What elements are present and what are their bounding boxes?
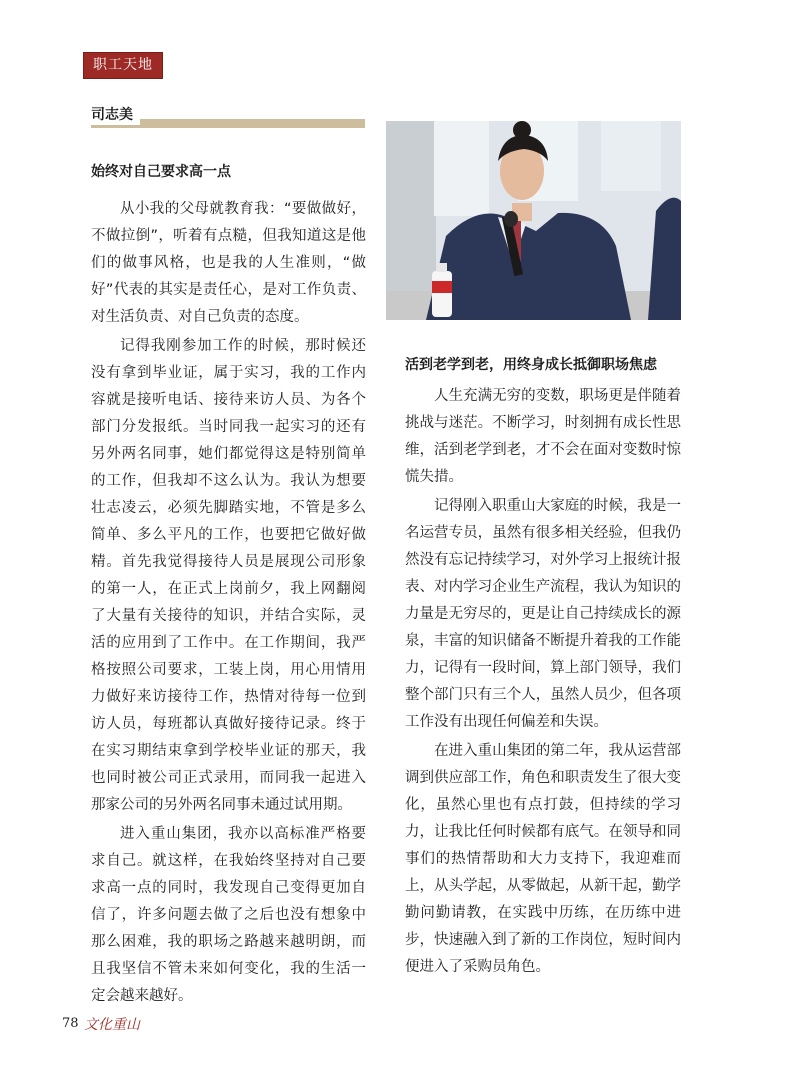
paragraph: 人生充满无穷的变数，职场更是伴随着挑战与迷茫。不断学习，时刻拥有成长性思维，活到老学到老，才不会在面对变数时惊慌失措。 [405, 388, 681, 485]
page-number: 78 [62, 1016, 79, 1031]
section-heading-2: 活到老学到老，用终身成长抵御职场焦虑 [405, 357, 657, 373]
left-column [91, 196, 366, 1012]
paragraph: 记得刚入职重山大家庭的时候，我是一名运营专员，虽然有很多相关经验，但我仍然没有忘记持续学习，对外学习上报统计报表、对内学习企业生产流程，我认为知识的力量是无穷尽的，更是让自己持续成长的源泉，丰富的知识储备不断提升着我的工作能力，记得有一段时间，算上部门领导，我们整个部门只有三个人，虽然人员少，但各项工作没有出现任何偏差和失误。 [405, 498, 681, 730]
paragraph: 进入重山集团，我亦以高标准严格要求自己。就这样，在我始终坚持对自己要求高一点的同时，我发现自己变得更加自信了，许多问题去做了之后也没有想象中那么困难，我的职场之路越来越明朗，而且我坚信不管未来如何变化，我的生活一定会越来越好。 [91, 826, 366, 1004]
paragraph: 从小我的父母就教育我：“要做做好，不做拉倒”，听着有点糙，但我知道这是他们的做事风格，也是我的人生准则，“做好”代表的其实是责任心，是对工作负责、对生活负责、对自己负责的态度。 [91, 201, 366, 325]
section-tag: 职工天地 [83, 52, 163, 79]
paragraph: 在进入重山集团的第二年，我从运营部调到供应部工作，角色和职责发生了很大变化，虽然心里也有点打鼓，但持续的学习力，让我比任何时候都有底气。在领导和同事们的热情帮助和大力支持下，我迎难而上，从头学起，从零做起，从新干起，勤学勤问勤请教，在实践中历练，在历练中进步，快速融入到了新的工作岗位，短时间内便进入了采购员角色。 [405, 743, 681, 975]
speaker-photo [386, 121, 681, 320]
author-name: 司志美 [91, 105, 140, 125]
paragraph: 记得我刚参加工作的时候，那时候还没有拿到毕业证，属于实习，我的工作内容就是接听电话、接待来访人员、为各个部门分发报纸。当时同我一起实习的还有另外两名同事，她们都觉得这是特别简单的工作，但我却不这么认为。我认为想要壮志凌云，必须先脚踏实地，不管是多么简单、多么平凡的工作，也要把它做好做精。首先我觉得接待人员是展现公司形象的第一人，在正式上岗前夕，我上网翻阅了大量有关接待的知识，并结合实际，灵活的应用到了工作中。在工作期间，我严格按照公司要求，工装上岗，用心用情用力做好来访接待工作，热情对待每一位到访人员，每班都认真做好接待记录。终于在实习期结束拿到学校毕业证的那天，我也同时被公司正式录用，而同我一起进入那家公司的另外两名同事未通过试用期。 [91, 338, 366, 813]
section-heading-1: 始终对自己要求高一点 [91, 164, 231, 180]
right-column [405, 383, 681, 983]
magazine-logo: 文化重山 [84, 1017, 140, 1033]
